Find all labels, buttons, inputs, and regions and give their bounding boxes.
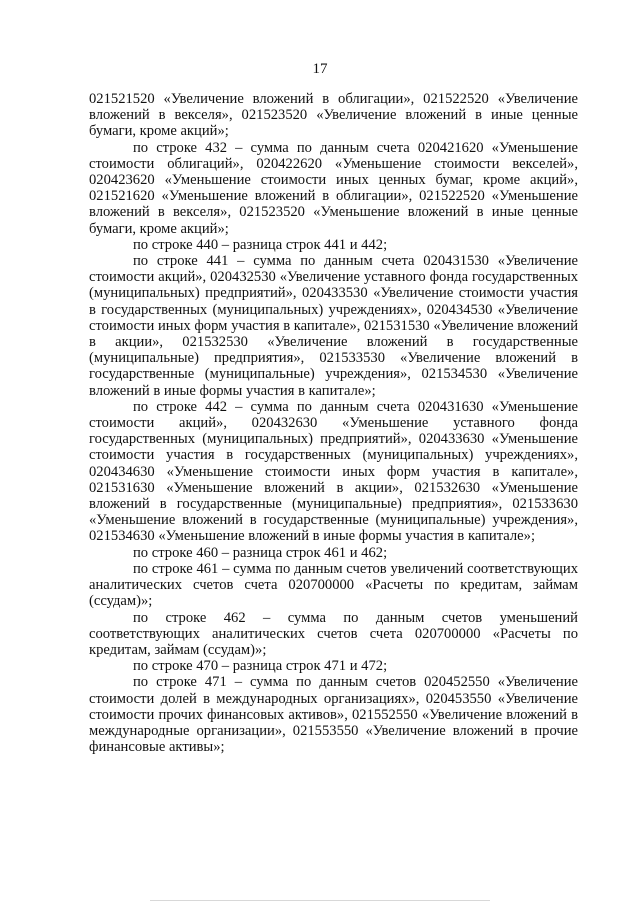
paragraph-6: по строке 460 – разница строк 461 и 462; bbox=[133, 544, 388, 561]
paragraph-8: по строке 462 – сумма по данным счетов уменьшений соответствующих аналитических счетов счета 020700000 «Расчеты по кредитам, займам (ссудам)»; bbox=[89, 609, 578, 658]
scan-edge-line bbox=[150, 900, 490, 901]
paragraph-5: по строке 442 – сумма по данным счета 020431630 «Уменьшение стоимости акций», 020432630 «Уменьшение уставного фонда государственных (муниципальных) предприятий», 020433630 «Уменьшение стоимости участия в государственных (муниципальных) учреждениях», 020434630 «Уменьшение стоимости иных форм участия в капитале», 021531630 «Уменьшение вложений в акции», 021532630 «Уменьшение вложений в государственные (муниципальные) предприятия», 021533630 «Уменьшение вложений в государственные (муниципальные) учреждения», 021534630 «Уменьшение вложений в иные формы участия в капитале»; bbox=[89, 398, 578, 545]
paragraph-2: по строке 432 – сумма по данным счета 020421620 «Уменьшение стоимости облигаций», 020422620 «Уменьшение стоимости векселей», 020423620 «Уменьшение стоимости иных ценных бумаг, кроме акций», 021521620 «Уменьшение вложений в облигации», 021522520 «Уменьшение вложений в векселя», 021523520 «Уменьшение вложений в иные ценные бумаги, кроме акций»; bbox=[89, 139, 578, 237]
paragraph-9: по строке 470 – разница строк 471 и 472; bbox=[133, 658, 388, 675]
paragraph-7: по строке 461 – сумма по данным счетов увеличений соответствующих аналитических счетов счета 020700000 «Расчеты по кредитам, займам (ссудам)»; bbox=[89, 560, 578, 610]
paragraph-1: 021521520 «Увеличение вложений в облигации», 021522520 «Увеличение вложений в векселя», 021523520 «Увеличение вложений в иные ценные бумаги, кроме акций»; bbox=[89, 91, 578, 140]
paragraph-10: по строке 471 – сумма по данным счетов 020452550 «Увеличение стоимости долей в международных организациях», 020453550 «Увеличение стоимости прочих финансовых активов», 021552550 «Увеличение вложений в международные организации», 021553550 «Увеличение вложений в прочие финансовые активы»; bbox=[89, 674, 578, 756]
paragraph-3: по строке 440 – разница строк 441 и 442; bbox=[133, 236, 388, 253]
paragraph-4: по строке 441 – сумма по данным счета 020431530 «Увеличение стоимости акций», 020432530 «Увеличение уставного фонда государственных (муниципальных) предприятий», 020433530 «Увеличение стоимости участия в государственных (муниципальных) учреждениях», 020434530 «Увеличение стоимости иных форм участия в капитале», 021531530 «Увеличение вложений в акции», 021532530 «Увеличение вложений в государственные (муниципальные) предприятия», 021533530 «Увеличение вложений в государственные (муниципальные) учреждения», 021534530 «Увеличение вложений в иные формы участия в капитале»; bbox=[89, 253, 578, 399]
document-body bbox=[89, 91, 578, 755]
page-number: 17 bbox=[312, 61, 328, 77]
